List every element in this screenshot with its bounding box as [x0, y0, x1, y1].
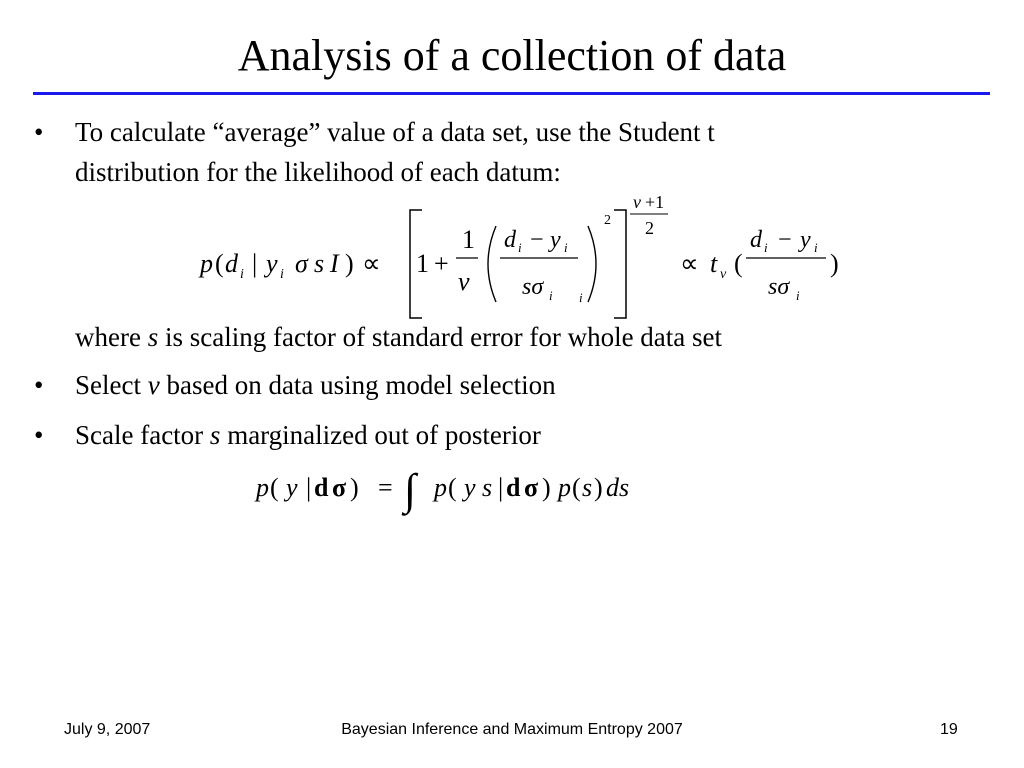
bullet2-suffix: based on data using model selection — [159, 370, 556, 400]
svg-text:I: I — [330, 249, 339, 278]
svg-text:y: y — [464, 473, 476, 502]
svg-text:i: i — [280, 267, 284, 282]
svg-text:s: s — [482, 473, 493, 502]
svg-text:i: i — [549, 288, 553, 303]
footer-page-number: 19 — [940, 721, 958, 738]
svg-text:(: ( — [215, 249, 224, 278]
where-prefix: where — [75, 322, 148, 352]
svg-text:i: i — [564, 240, 568, 255]
svg-text:y: y — [286, 473, 298, 502]
svg-text:(: ( — [448, 473, 457, 502]
equation-posterior — [250, 462, 710, 522]
svg-text:σ: σ — [295, 249, 308, 278]
svg-text:): ) — [542, 473, 551, 502]
svg-text:|: | — [498, 473, 504, 502]
svg-text:i: i — [764, 240, 768, 255]
svg-text:σ: σ — [332, 473, 347, 502]
svg-text:i: i — [518, 240, 522, 255]
svg-text:|: | — [306, 473, 312, 502]
bullet-text-line2: distribution for the likelihood of each datum: — [75, 157, 561, 187]
svg-text:i: i — [579, 290, 583, 305]
svg-text:ds: ds — [606, 473, 630, 502]
svg-text:p: p — [256, 473, 269, 502]
svg-text:): ) — [594, 473, 603, 502]
svg-text:d: d — [750, 227, 762, 253]
bullet3-suffix: marginalized out of posterior — [220, 420, 541, 450]
slide-title: Analysis of a collection of data — [237, 31, 787, 80]
bullet2-prefix: Select — [75, 370, 148, 400]
svg-text:−: − — [530, 227, 544, 253]
svg-text:s: s — [582, 473, 593, 502]
bullet-text-line1: To calculate “average” value of a data set, use the Student t — [75, 117, 715, 147]
equals-sign: = — [378, 473, 393, 502]
bullet3-prefix: Scale factor — [75, 420, 210, 450]
exponent-den: 2 — [645, 218, 654, 238]
bullet-marker: • — [34, 117, 44, 147]
bullet3-var: s — [209, 420, 221, 450]
bullet2-var: v — [147, 370, 160, 400]
svg-text:y: y — [266, 249, 278, 278]
svg-text:d: d — [314, 473, 329, 502]
svg-text:−: − — [778, 227, 792, 253]
bullet-marker: • — [34, 420, 44, 450]
svg-text:y: y — [550, 227, 561, 253]
where-var: s — [147, 322, 159, 352]
one: 1 — [416, 249, 429, 278]
bullet-marker: • — [34, 370, 44, 400]
equation-likelihood — [190, 190, 880, 325]
svg-text:∝: ∝ — [680, 249, 699, 278]
footer-title: Bayesian Inference and Maximum Entropy 2007 — [341, 721, 683, 738]
svg-text:sσ: sσ — [522, 274, 544, 300]
frac-num: 1 — [462, 225, 475, 254]
svg-text:(: ( — [572, 473, 581, 502]
frac-den: ν — [458, 267, 470, 296]
where-suffix: is scaling factor of standard error for whole data set — [158, 322, 723, 352]
svg-text:|: | — [252, 249, 258, 278]
svg-text:): ) — [345, 249, 354, 278]
svg-text:sσ: sσ — [768, 274, 790, 300]
title-divider — [33, 92, 990, 95]
svg-text:i: i — [814, 240, 818, 255]
svg-text:p: p — [200, 249, 213, 278]
proportional-symbol: ∝ — [362, 249, 381, 278]
svg-text:(: ( — [270, 473, 279, 502]
svg-text:i: i — [796, 288, 800, 303]
bullet-text — [75, 418, 541, 452]
integral-sign: ∫ — [404, 465, 417, 514]
svg-text:+1: +1 — [645, 192, 665, 212]
svg-text:ν: ν — [633, 192, 641, 212]
svg-text:): ) — [830, 249, 839, 278]
where-note — [75, 320, 722, 354]
svg-text:d: d — [225, 249, 238, 278]
svg-text:d: d — [506, 473, 521, 502]
svg-text:σ: σ — [524, 473, 539, 502]
svg-text:): ) — [350, 473, 359, 502]
svg-text:d: d — [504, 227, 516, 253]
svg-text:p: p — [558, 473, 571, 502]
power-inner: 2 — [604, 213, 611, 228]
svg-text:y: y — [800, 227, 811, 253]
bullet-text — [75, 368, 556, 402]
svg-text:(: ( — [734, 249, 743, 278]
svg-text:i: i — [240, 267, 244, 282]
svg-text:s: s — [314, 249, 325, 278]
footer-date: July 9, 2007 — [64, 721, 151, 738]
svg-text:ν: ν — [720, 267, 727, 282]
plus: + — [434, 249, 449, 278]
svg-text:t: t — [710, 249, 718, 278]
svg-text:p: p — [434, 473, 447, 502]
